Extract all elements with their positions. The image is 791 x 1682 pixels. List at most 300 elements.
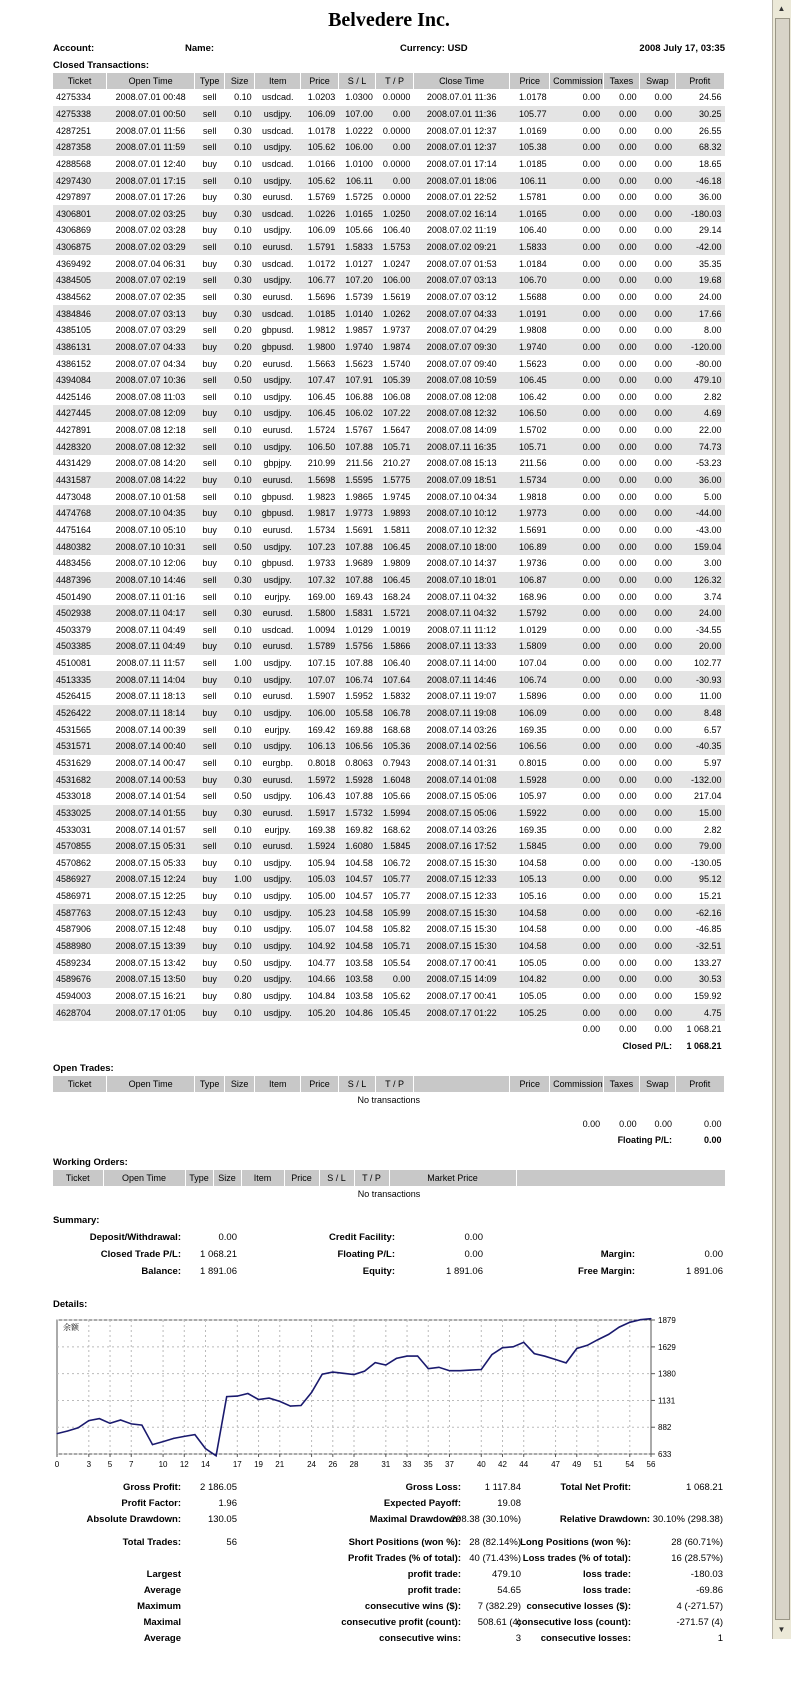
table-cell: 0.00 xyxy=(582,358,601,369)
table-cell: 4369492 xyxy=(56,258,92,269)
table-cell: buy xyxy=(202,524,217,535)
table-cell: sell xyxy=(195,239,225,256)
table-cell: buy xyxy=(195,938,225,955)
closed-pl-summary-label: Closed Trade P/L: xyxy=(100,1249,181,1261)
table-cell: 106.72 xyxy=(382,857,411,868)
table-cell: buy xyxy=(195,1004,225,1021)
table-cell: 4427445 xyxy=(53,405,107,422)
table-cell: 104.86 xyxy=(338,1004,376,1021)
balance-point xyxy=(534,1353,535,1354)
table-cell: 4306875 xyxy=(53,239,107,256)
table-cell: 0.00 xyxy=(582,158,601,169)
table-cell: 0.00 xyxy=(582,658,601,669)
table-cell: 105.45 xyxy=(376,1004,414,1021)
table-cell: -130.05 xyxy=(690,857,722,868)
x-tick-label: 10 xyxy=(158,1460,168,1470)
table-cell: 2008.07.10 01:58 xyxy=(115,491,186,502)
table-row xyxy=(53,522,725,539)
table-cell: 0.00 xyxy=(550,505,604,522)
stat-largest-loss-label: loss trade: xyxy=(582,1569,631,1581)
col-header: Swap xyxy=(640,73,675,89)
chart-legend-label: 余额 xyxy=(63,1323,79,1333)
table-cell: 105.82 xyxy=(382,924,411,935)
table-cell: 0.00 xyxy=(619,425,637,436)
table-cell: eurusd. xyxy=(255,472,301,489)
balance-chart xyxy=(53,1312,725,1482)
table-cell: 0.10 xyxy=(234,558,252,569)
total-profit: 1 068.21 xyxy=(675,1021,724,1038)
stat-max-dd-label: Maximal Drawdown: xyxy=(369,1514,461,1526)
table-cell: eurgbp. xyxy=(262,757,293,768)
table-cell: 17.66 xyxy=(675,305,724,322)
table-cell: 4297897 xyxy=(56,192,92,203)
table-row xyxy=(53,189,725,206)
table-cell: 2.82 xyxy=(703,391,722,402)
table-cell: 1.0127 xyxy=(345,258,373,269)
table-cell: 0.10 xyxy=(234,624,252,635)
table-cell: 0.30 xyxy=(225,272,255,289)
table-cell: buy xyxy=(195,205,225,222)
stat-max-losses-label: consecutive losses ($): xyxy=(526,1601,631,1613)
table-row xyxy=(53,988,725,1005)
open-profit: 0.00 xyxy=(703,1119,722,1130)
y-tick-label: 633 xyxy=(658,1450,672,1460)
table-cell: 0.00 xyxy=(619,192,637,203)
table-cell: 15.00 xyxy=(675,805,724,822)
stat-exp-payoff: 19.08 xyxy=(497,1498,521,1510)
table-row xyxy=(53,122,725,139)
table-row xyxy=(53,355,725,372)
col-header-blank xyxy=(516,1170,725,1186)
table-cell: 0.00 xyxy=(654,425,673,436)
table-cell: 1.0140 xyxy=(338,305,376,322)
table-cell: 0.30 xyxy=(225,572,255,589)
table-cell: 0.00 xyxy=(654,891,673,902)
table-cell: 0.50 xyxy=(225,372,255,389)
table-cell: 211.56 xyxy=(519,458,547,469)
balance-point xyxy=(205,1448,206,1449)
table-cell: 0.00 xyxy=(550,538,604,555)
x-tick-label: 33 xyxy=(402,1460,412,1470)
table-cell: 168.96 xyxy=(519,591,547,602)
table-cell: 126.32 xyxy=(675,572,724,589)
table-cell: buy xyxy=(195,771,225,788)
table-cell: -43.00 xyxy=(695,524,722,535)
table-cell: 2008.07.01 11:56 xyxy=(115,125,186,136)
table-row xyxy=(53,455,725,472)
table-cell: 0.10 xyxy=(234,691,252,702)
table-cell: 0.00 xyxy=(640,339,675,356)
table-cell: 0.00 xyxy=(654,92,673,103)
stat-average-loss: -69.86 xyxy=(696,1585,723,1597)
col-header: Close Time xyxy=(413,73,510,89)
table-cell: 1.5917 xyxy=(301,805,339,822)
table-cell: 2008.07.17 00:41 xyxy=(426,990,497,1001)
table-cell: 0.00 xyxy=(640,738,675,755)
table-cell: sell xyxy=(195,605,225,622)
table-cell: 103.58 xyxy=(345,957,373,968)
margin-value: 0.00 xyxy=(704,1249,723,1261)
table-cell: 2008.07.14 01:55 xyxy=(107,805,195,822)
table-cell: usdjpy. xyxy=(263,658,292,669)
table-header-row xyxy=(53,73,725,89)
table-cell: -80.00 xyxy=(695,358,722,369)
balance-point xyxy=(502,1347,503,1348)
table-cell: 1.5789 xyxy=(301,638,339,655)
table-cell: 1.9857 xyxy=(345,325,373,336)
table-cell: 0.10 xyxy=(225,738,255,755)
total-taxes: 0.00 xyxy=(603,1021,639,1038)
table-cell: 104.58 xyxy=(345,924,373,935)
balance-point xyxy=(290,1406,291,1407)
table-cell: 0.00 xyxy=(640,938,675,955)
balance-point xyxy=(269,1398,270,1399)
table-cell: 107.22 xyxy=(376,405,414,422)
y-tick-label: 1380 xyxy=(658,1369,676,1379)
table-cell: 1.9736 xyxy=(519,558,547,569)
details-heading: Details: xyxy=(53,1299,88,1311)
table-cell: 0.00 xyxy=(640,871,675,888)
table-cell: 1.5721 xyxy=(376,605,414,622)
x-tick-label: 3 xyxy=(86,1460,92,1470)
table-cell: 0.00 xyxy=(550,738,604,755)
table-cell: eurusd. xyxy=(262,425,293,436)
table-cell: 105.99 xyxy=(376,904,414,921)
table-cell: 4589676 xyxy=(53,971,107,988)
table-cell: 2008.07.08 14:22 xyxy=(107,472,195,489)
table-cell: 105.38 xyxy=(510,139,550,156)
table-cell: 107.23 xyxy=(301,538,339,555)
table-cell: 0.00 xyxy=(603,805,639,822)
table-cell: 105.07 xyxy=(307,924,336,935)
vertical-scrollbar[interactable] xyxy=(772,0,791,1639)
table-cell: usdjpy. xyxy=(255,738,301,755)
balance-point xyxy=(417,1356,418,1357)
table-cell: 0.00 xyxy=(640,771,675,788)
table-cell: 106.45 xyxy=(307,391,336,402)
stat-net-profit-label: Total Net Profit: xyxy=(560,1482,631,1494)
table-cell: 3.00 xyxy=(703,558,722,569)
table-cell: usdcad. xyxy=(261,624,294,635)
table-cell: sell xyxy=(195,139,225,156)
col-header: Size xyxy=(225,73,255,89)
table-cell: 2008.07.01 17:15 xyxy=(107,172,195,189)
table-cell: 4.75 xyxy=(675,1004,724,1021)
balance-point xyxy=(619,1327,620,1328)
x-tick-label: 14 xyxy=(201,1460,210,1470)
table-cell: 1.5734 xyxy=(510,472,550,489)
table-cell: eurusd. xyxy=(255,805,301,822)
stat-net-profit: 1 068.21 xyxy=(686,1482,723,1494)
table-cell: 4431429 xyxy=(56,458,92,469)
table-cell: 2008.07.14 02:56 xyxy=(413,738,510,755)
x-tick-label: 12 xyxy=(179,1460,189,1470)
table-cell: 1.0129 xyxy=(345,624,373,635)
table-cell: 1.9740 xyxy=(510,339,550,356)
table-cell: 1.5732 xyxy=(338,805,376,822)
x-tick-label: 56 xyxy=(646,1460,656,1470)
equity-value: 1 891.06 xyxy=(446,1266,483,1278)
table-cell: 103.58 xyxy=(338,971,376,988)
account-header xyxy=(53,43,725,59)
table-cell: 0.10 xyxy=(234,524,252,535)
table-cell: -46.85 xyxy=(695,924,722,935)
table-row xyxy=(53,339,725,356)
table-cell: 105.71 xyxy=(510,438,550,455)
table-cell: 0.00 xyxy=(603,172,639,189)
table-cell: 106.45 xyxy=(376,572,414,589)
table-cell: gbpusd. xyxy=(261,491,294,502)
table-cell: 1.0226 xyxy=(301,205,339,222)
equity-label: Equity: xyxy=(362,1266,395,1278)
table-row xyxy=(53,205,725,222)
table-cell: eurusd. xyxy=(262,691,293,702)
table-cell: 0.00 xyxy=(654,724,673,735)
table-cell: 0.00 xyxy=(582,591,601,602)
floating-pl-label: Floating P/L: xyxy=(617,1135,673,1146)
table-cell: 106.13 xyxy=(301,738,339,755)
table-cell: 2008.07.15 15:30 xyxy=(426,857,497,868)
table-cell: 2008.07.15 15:30 xyxy=(426,924,497,935)
balance-point xyxy=(131,1423,132,1424)
table-cell: 2008.07.08 12:18 xyxy=(115,425,186,436)
table-cell: 1.0247 xyxy=(382,258,411,269)
table-cell: 0.00 xyxy=(640,139,675,156)
col-header: Ticket xyxy=(53,1170,103,1186)
table-cell: 4384505 xyxy=(53,272,107,289)
table-cell: usdjpy. xyxy=(255,139,301,156)
table-cell: 2008.07.17 01:22 xyxy=(413,1004,510,1021)
table-cell: 2008.07.14 00:53 xyxy=(107,771,195,788)
table-cell: 105.62 xyxy=(301,172,339,189)
table-cell: 0.00 xyxy=(654,491,673,502)
table-cell: 1.0222 xyxy=(345,125,373,136)
table-cell: 0.00 xyxy=(550,671,604,688)
table-cell: 1.5896 xyxy=(519,691,547,702)
table-cell: 0.00 xyxy=(582,791,601,802)
table-cell: 1.5767 xyxy=(345,425,373,436)
table-row xyxy=(53,788,725,805)
table-cell: 105.23 xyxy=(301,904,339,921)
table-cell: 106.78 xyxy=(376,705,414,722)
table-cell: usdjpy. xyxy=(255,705,301,722)
table-cell: 4628704 xyxy=(53,1004,107,1021)
table-cell: 106.40 xyxy=(382,225,411,236)
table-cell: 0.30 xyxy=(234,292,252,302)
balance-point xyxy=(332,1372,333,1373)
table-cell: 106.09 xyxy=(510,705,550,722)
table-cell: 106.56 xyxy=(510,738,550,755)
table-cell: 1.0094 xyxy=(307,624,336,635)
balance-point xyxy=(216,1455,217,1456)
table-cell: 4427891 xyxy=(56,425,92,436)
table-cell: 0.00 xyxy=(582,425,601,436)
table-cell: eurusd. xyxy=(262,192,293,203)
table-cell: 0.00 xyxy=(640,305,675,322)
table-cell: 2008.07.14 01:57 xyxy=(115,824,186,835)
table-cell: 105.62 xyxy=(382,990,411,1001)
table-cell: 0.00 xyxy=(376,172,414,189)
table-cell: 2008.07.08 10:59 xyxy=(413,372,510,389)
table-cell: 0.00 xyxy=(603,438,639,455)
stat-gross-loss: 1 117.84 xyxy=(484,1482,521,1494)
table-cell: 0.10 xyxy=(234,924,252,935)
table-cell: 5.97 xyxy=(703,757,722,768)
table-cell: 0.00 xyxy=(603,971,639,988)
table-cell: 2008.07.01 11:36 xyxy=(426,92,497,103)
table-cell: 0.00 xyxy=(640,372,675,389)
table-cell: 0.00 xyxy=(640,705,675,722)
table-cell: 0.00 xyxy=(582,891,601,902)
table-cell: 2008.07.11 11:12 xyxy=(427,624,496,635)
col-header: Type xyxy=(195,73,225,89)
scroll-down-arrow-icon[interactable]: ▼ xyxy=(777,1625,786,1634)
table-cell: 1.5775 xyxy=(376,472,414,489)
table-cell: 0.00 xyxy=(654,624,673,635)
table-cell: 1.0185 xyxy=(301,305,339,322)
table-cell: -40.35 xyxy=(675,738,724,755)
table-cell: -53.23 xyxy=(695,458,722,469)
table-row xyxy=(53,954,725,971)
col-header: S / L xyxy=(319,1170,354,1186)
table-row xyxy=(53,938,725,955)
table-cell: 0.00 xyxy=(654,924,673,935)
table-cell: -42.00 xyxy=(675,239,724,256)
col-header: Price xyxy=(510,73,550,89)
col-header: Market Price xyxy=(389,1170,516,1186)
table-cell: usdcad. xyxy=(261,258,294,269)
col-header: T / P xyxy=(376,73,414,89)
table-cell: 4533025 xyxy=(53,805,107,822)
table-cell: 1.0129 xyxy=(519,624,547,635)
table-cell: 2008.07.15 15:30 xyxy=(413,938,510,955)
table-cell: buy xyxy=(195,971,225,988)
table-cell: 0.0000 xyxy=(382,192,411,203)
table-cell: 0.00 xyxy=(582,691,601,702)
table-cell: buy xyxy=(195,305,225,322)
table-row xyxy=(53,255,725,272)
scroll-up-arrow-icon[interactable]: ▲ xyxy=(777,4,786,13)
table-cell: 1.6080 xyxy=(338,838,376,855)
table-cell: 0.00 xyxy=(582,258,601,269)
table-cell: 2008.07.01 11:59 xyxy=(107,139,195,156)
table-cell: 1.0300 xyxy=(345,92,373,103)
table-cell: 107.04 xyxy=(519,658,547,669)
table-cell: 0.00 xyxy=(582,92,601,103)
table-cell: 0.00 xyxy=(619,125,637,136)
x-tick-label: 40 xyxy=(476,1460,486,1470)
table-cell: 1.9689 xyxy=(345,558,373,569)
table-row xyxy=(53,172,725,189)
balance-point xyxy=(141,1425,142,1426)
table-cell: 0.00 xyxy=(550,239,604,256)
table-cell: 2008.07.07 04:29 xyxy=(426,325,497,336)
table-cell: 0.10 xyxy=(225,1004,255,1021)
stat-abs-dd: 130.05 xyxy=(207,1514,237,1526)
table-cell: 2008.07.01 18:06 xyxy=(413,172,510,189)
col-header: Type xyxy=(195,1076,225,1092)
col-header: Size xyxy=(225,1076,255,1092)
table-cell: usdjpy. xyxy=(255,372,301,389)
table-cell: 2008.07.10 10:31 xyxy=(107,538,195,555)
table-cell: gbpjpy. xyxy=(263,458,292,469)
table-cell: 0.00 xyxy=(603,638,639,655)
table-cell: 2008.07.14 01:54 xyxy=(115,791,186,802)
table-cell: 1.5791 xyxy=(301,239,339,256)
table-cell: 0.00 xyxy=(603,339,639,356)
table-cell: usdjpy. xyxy=(255,106,301,123)
table-row xyxy=(53,588,725,605)
table-cell: 1.5833 xyxy=(510,239,550,256)
table-cell: 0.00 xyxy=(654,292,673,302)
table-cell: -120.00 xyxy=(675,339,724,356)
table-cell: 2008.07.17 01:05 xyxy=(107,1004,195,1021)
table-cell: 168.24 xyxy=(382,591,411,602)
table-cell: usdjpy. xyxy=(255,971,301,988)
scrollbar-thumb[interactable] xyxy=(775,18,790,1620)
table-cell: gbpusd. xyxy=(255,339,301,356)
x-tick-label: 42 xyxy=(498,1460,507,1470)
stat-profit-trades: 40 (71.43%) xyxy=(469,1553,521,1565)
table-cell: 1.5696 xyxy=(307,292,336,302)
table-row xyxy=(53,838,725,855)
col-header: Commission xyxy=(550,1076,604,1092)
table-cell: buy xyxy=(195,705,225,722)
table-cell: 4589234 xyxy=(56,957,92,968)
table-cell: -62.16 xyxy=(675,904,724,921)
x-tick-label: 44 xyxy=(519,1460,529,1470)
table-cell: buy xyxy=(202,957,217,968)
table-row xyxy=(53,721,725,738)
x-tick-label: 5 xyxy=(107,1460,113,1470)
table-cell: 0.00 xyxy=(603,904,639,921)
table-row xyxy=(53,372,725,389)
table-cell: 106.56 xyxy=(338,738,376,755)
x-tick-label: 31 xyxy=(381,1460,391,1470)
table-row xyxy=(53,904,725,921)
table-cell: 0.00 xyxy=(582,824,601,835)
table-cell: 0.00 xyxy=(619,258,637,269)
table-row xyxy=(53,389,725,406)
table-cell: 104.77 xyxy=(307,957,336,968)
table-cell: 0.00 xyxy=(550,372,604,389)
table-cell: 1.5663 xyxy=(307,358,336,369)
table-cell: 2008.07.01 00:48 xyxy=(115,92,186,103)
table-cell: 168.68 xyxy=(382,724,411,735)
stat-maximal-profit-label: consecutive profit (count): xyxy=(341,1617,461,1629)
table-row xyxy=(53,572,725,589)
table-cell: 0.10 xyxy=(225,938,255,955)
table-cell: 0.00 xyxy=(582,924,601,935)
table-cell: 0.00 xyxy=(603,472,639,489)
table-cell: 107.00 xyxy=(338,106,376,123)
table-cell: 169.88 xyxy=(345,724,373,735)
table-cell: usdjpy. xyxy=(255,1004,301,1021)
balance-point xyxy=(470,1370,471,1371)
stat-gross-profit-label: Gross Profit: xyxy=(122,1482,181,1494)
table-cell: 4533031 xyxy=(56,824,92,835)
balance-point xyxy=(109,1423,110,1424)
table-cell: 4503379 xyxy=(56,624,92,635)
table-cell: 1.9800 xyxy=(301,339,339,356)
table-cell: 2008.07.15 13:39 xyxy=(107,938,195,955)
stat-loss-trades: 16 (28.57%) xyxy=(671,1553,723,1565)
table-cell: 1.5698 xyxy=(301,472,339,489)
table-row xyxy=(53,438,725,455)
table-cell: 4473048 xyxy=(56,491,92,502)
table-cell: 0.00 xyxy=(582,757,601,768)
y-tick-label: 1629 xyxy=(658,1343,676,1353)
